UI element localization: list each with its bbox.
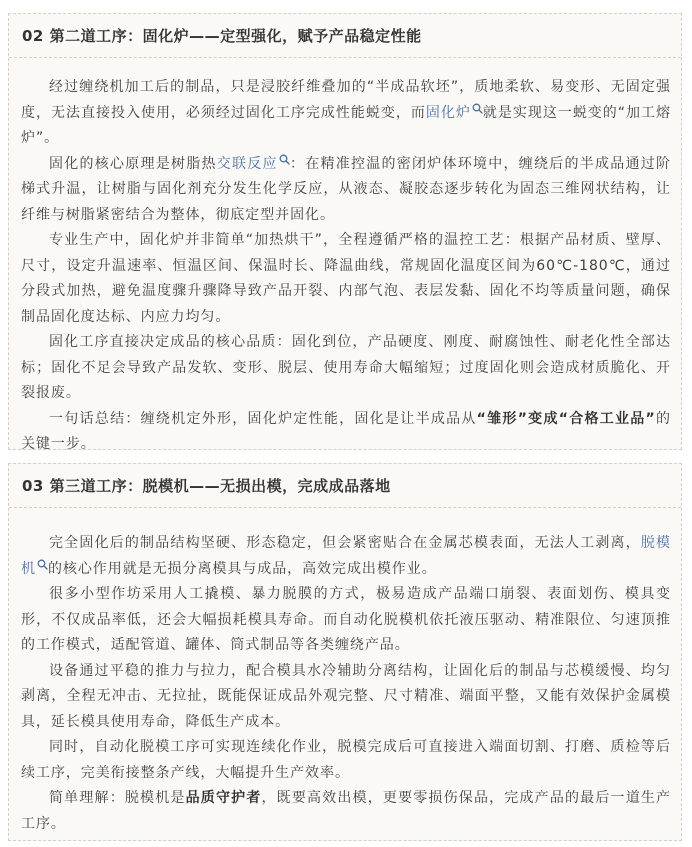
emphasis: 品质守护者 xyxy=(185,790,262,806)
paragraph: 固化的核心原理是树脂热交联反应 ：在精准控温的密闭炉体环境中，缠绕后的半成品通过阶梯式升温，让树脂与固化剂充分发生化学反应，从液态、凝胶态逐步转化为固态三维网状结构，让纤维与树脂紧密结合为整体，彻底定型并固化。 xyxy=(21,155,671,223)
paragraph: 固化工序直接决定成品的核心品质：固化到位，产品硬度、刚度、耐腐蚀性、耐老化性全部达标；固化不足会导致产品发软、变形、脱层、使用寿命大幅缩短；过度固化则会造成材质脆化、开裂报废。 xyxy=(21,334,671,401)
search-icon xyxy=(37,559,48,570)
emphasis: “雏形”变成“合格工业品” xyxy=(476,410,656,427)
paragraph: 同时，自动化脱模工序可实现连续化作业，脱模完成后可直接进入端面切割、打磨、质检等后续工序，完美衔接整条产线，大幅提升生产效率。 xyxy=(21,739,671,781)
paragraph: 专业生产中，固化炉并非简单“加热烘干”，全程遵循严格的温控工艺：根据产品材质、壁厚、尺寸，设定升温速率、恒温区间、保温时长、降温曲线，常规固化温度区间为60℃-180℃，通过分段式加热，避免温度骤升骤降导致产品开裂、内部气泡、表层发黏、固化不均等质量问题，确保制品固化度达标、内应力均匀。 xyxy=(21,232,671,325)
paragraph: 经过缠绕机加工后的制品，只是浸胶纤维叠加的“半成品软坯”，质地柔软、易变形、无固定强度，无法直接投入使用，必须经过固化工序完成性能蜕变，而固化炉 就是实现这一蜕变的“加工熔炉”。 xyxy=(21,79,671,146)
paragraph: 很多小型作坊采用人工撬模、暴力脱膜的方式，极易造成产品端口崩裂、表面划伤、模具变形，不仅成品率低，还会大幅损耗模具寿命。而自动化脱模机依托液压驱动、精准限位、匀速顶推的工作模式，适配管道、罐体、筒式制品等各类缠绕产品。 xyxy=(21,586,671,653)
process-card-curing-oven xyxy=(8,13,682,450)
section-body xyxy=(21,531,671,837)
section-title: 03 第三道工序：脱模机——无损出模，完成成品落地 xyxy=(22,477,391,495)
search-icon xyxy=(472,103,483,114)
section-divider xyxy=(9,57,681,58)
keyword-link-curing-oven[interactable]: 固化炉 xyxy=(426,105,483,121)
section-divider xyxy=(9,507,681,508)
search-icon xyxy=(279,154,290,165)
process-card-demolding-machine xyxy=(8,463,682,841)
keyword-link-crosslinking[interactable]: 交联反应 xyxy=(217,156,290,172)
keyword-link-demolding-machine[interactable]: 脱模机 xyxy=(21,535,671,577)
paragraph: 完全固化后的制品结构坚硬、形态稳定，但会紧密贴合在金属芯模表面，无法人工剥离，脱模机 的核心作用就是无损分离模具与成品，高效完成出模作业。 xyxy=(21,535,671,577)
section-body xyxy=(21,75,671,458)
paragraph: 简单理解：脱模机是品质守护者，既要高效出模，更要零损伤保品，完成产品的最后一道生产工序。 xyxy=(21,790,672,832)
section-title: 02 第二道工序：固化炉——定型强化，赋予产品稳定性能 xyxy=(22,27,422,45)
paragraph: 设备通过平稳的推力与拉力，配合模具水冷辅助分离结构，让固化后的制品与芯模缓慢、均匀剥离，全程无冲击、无拉扯，既能保证成品外观完整、尺寸精准、端面平整，又能有效保护金属模具，延长模具使用寿命，降低生产成本。 xyxy=(21,662,671,730)
paragraph: 一句话总结：缠绕机定外形，固化炉定性能，固化是让半成品从“雏形”变成“合格工业品”的关键一步。 xyxy=(21,410,671,452)
